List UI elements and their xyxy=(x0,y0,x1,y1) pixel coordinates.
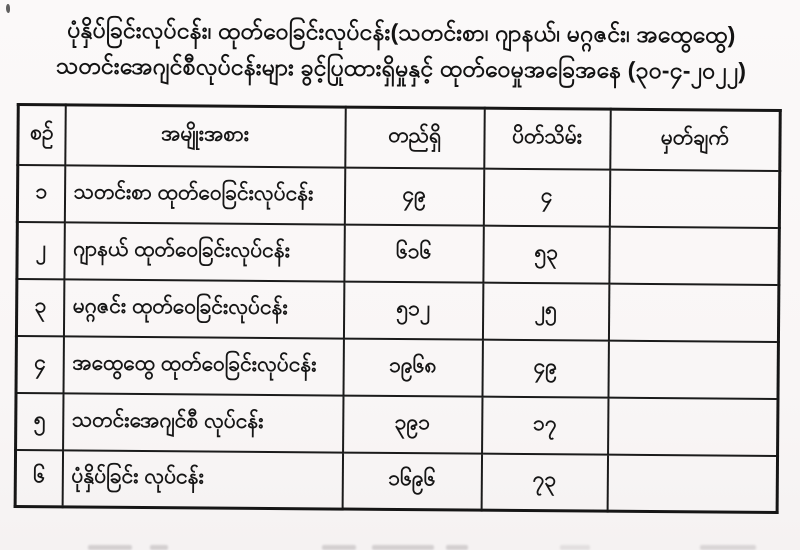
title-line-1: ပုံနှိပ်ခြင်းလုပ်ငန်း၊ ထုတ်ဝေခြင်းလုပ်ငန်း(သတင်းစာ၊ ဂျာနယ်၊ မဂ္ဂဇင်း၊ အထွေထွေ) xyxy=(67,16,736,48)
col-header-existing: တည်ရှိ xyxy=(345,107,484,168)
publishing-statistics-table xyxy=(14,103,782,514)
cell-serial: ၂ xyxy=(17,221,64,278)
table-row xyxy=(17,164,779,227)
table-row xyxy=(15,449,777,512)
cell-serial: ၆ xyxy=(15,449,62,506)
scan-smudge xyxy=(88,545,132,550)
col-header-category: အမျိုးအစား xyxy=(65,105,345,167)
col-header-remark: မှတ်ချက် xyxy=(610,109,780,170)
cell-serial: ၃ xyxy=(16,278,63,335)
scan-ink-speck-artifact xyxy=(6,4,10,13)
scan-smudge xyxy=(560,545,590,550)
table-row xyxy=(17,221,779,284)
cell-closed: ၄၉ xyxy=(482,339,608,397)
cell-remark xyxy=(609,226,779,284)
cell-existing: ၃၉၁ xyxy=(343,395,482,453)
scan-smudge xyxy=(372,545,434,550)
cell-category: အထွေထွေ ထုတ်ဝေခြင်းလုပ်ငန်း xyxy=(63,336,343,395)
scan-smudge xyxy=(322,545,356,550)
scan-smudge xyxy=(700,545,756,550)
cell-remark xyxy=(608,283,778,341)
cell-existing: ၅၁၂ xyxy=(343,281,482,339)
cell-closed: ၇၃ xyxy=(481,453,607,511)
cell-remark xyxy=(608,397,778,455)
cell-category: ဂျာနယ် ထုတ်ဝေခြင်းလုပ်ငန်း xyxy=(64,222,344,281)
cell-closed: ၄ xyxy=(483,168,609,226)
cell-closed: ၁၇ xyxy=(482,396,608,454)
table-header-row xyxy=(18,104,780,170)
cell-existing: ၄၉ xyxy=(344,167,483,225)
scan-smudge xyxy=(150,545,168,550)
cell-serial: ၁ xyxy=(17,164,64,221)
table-row xyxy=(16,335,778,398)
cell-remark xyxy=(607,454,777,512)
cell-closed: ၅၃ xyxy=(483,225,609,283)
cell-category: သတင်းအေဂျင်စီ လုပ်ငန်း xyxy=(63,393,343,452)
table-row xyxy=(16,392,778,455)
cell-closed: ၂၅ xyxy=(482,282,608,340)
scan-smudge xyxy=(446,545,468,550)
col-header-serial: စဉ် xyxy=(18,104,65,164)
cell-category: မဂ္ဂဇင်း ထုတ်ဝေခြင်းလုပ်ငန်း xyxy=(63,279,343,338)
cell-existing: ၆၁၆ xyxy=(344,224,483,282)
cell-serial: ၄ xyxy=(16,335,63,392)
title-line-2: သတင်းအေဂျင်စီလုပ်ငန်းများ ခွင့်ပြုထားရှိမှုနှင့် ထုတ်ဝေမှုအခြေအနေ (၃၀-၄-၂၀၂၂) xyxy=(55,52,747,84)
cell-category: ပုံနှိပ်ခြင်း လုပ်ငန်း xyxy=(62,450,342,509)
table-row xyxy=(16,278,778,341)
cell-remark xyxy=(609,169,779,227)
cell-existing: ၁၆၉၆ xyxy=(342,452,481,510)
cell-existing: ၁၉၆၈ xyxy=(343,338,482,396)
cell-category: သတင်းစာ ထုတ်ဝေခြင်းလုပ်ငန်း xyxy=(64,165,344,224)
cell-serial: ၅ xyxy=(16,392,63,449)
cell-remark xyxy=(608,340,778,398)
col-header-closed: ပိတ်သိမ်း xyxy=(484,108,610,169)
document-title xyxy=(1,11,800,89)
